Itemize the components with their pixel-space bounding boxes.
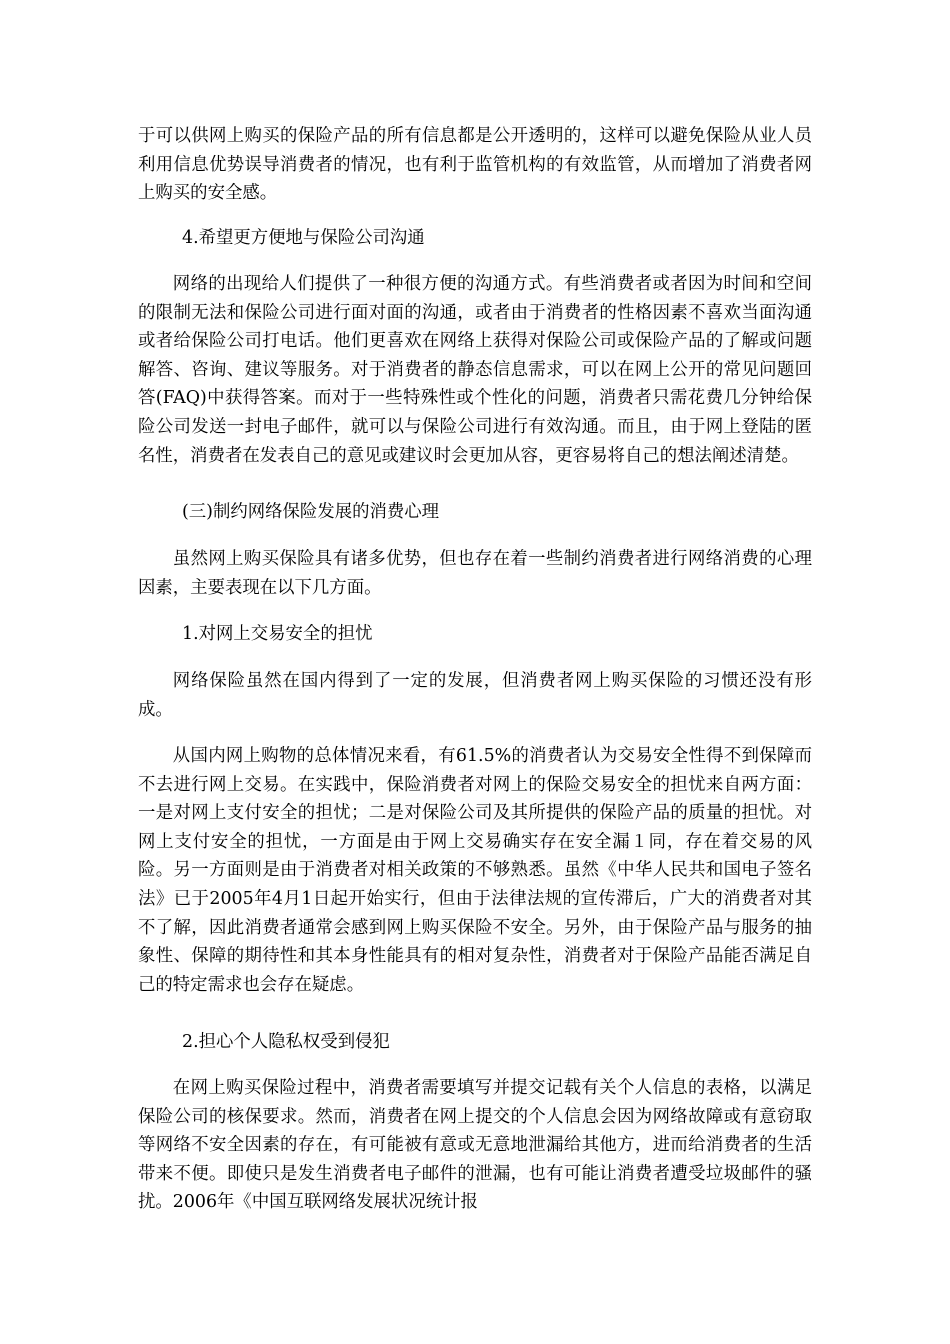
heading-4: 4.希望更方便地与保险公司沟通: [182, 228, 425, 248]
paragraph-1: 于可以供网上购买的保险产品的所有信息都是公开透明的，这样可以避免保险从业人员利用信息优势误导消费者的情况，也有利于监管机构的有效监管，从而增加了消费者网上购买的安全感。: [138, 126, 812, 204]
paragraph-5: 从国内网上购物的总体情况来看，有61.5%的消费者认为交易安全性得不到保障而不去进行网上交易。在实践中，保险消费者对网上的保险交易安全的担忧来自两方面：一是对网上支付安全的担忧；二是对保险公司及其所提供的保险产品的质量的担忧。对网上支付安全的担忧，一方面是由于网上交易确实存在安全漏１同，存在着交易的风险。另一方面则是由于消费者对相关政策的不够熟悉。虽然《中华人民共和国电子签名法》已于2005年4月1日起开始实行，但由于法律法规的宣传滞后，广大的消费者对其不了解，因此消费者通常会感到网上购买保险不安全。另外，由于保险产品与服务的抽象性、保障的期待性和其本身性能具有的相对复杂性，消费者对于保险产品能否满足自己的特定需求也会存在疑虑。: [138, 746, 812, 995]
heading-section-3: (三)制约网络保险发展的消费心理: [182, 502, 440, 522]
paragraph-3: 虽然网上购买保险具有诸多优势，但也存在着一些制约消费者进行网络消费的心理因素，主要表现在以下几方面。: [138, 549, 812, 598]
paragraph-6: 在网上购买保险过程中，消费者需要填写并提交记载有关个人信息的表格，以满足保险公司的核保要求。然而，消费者在网上提交的个人信息会因为网络故障或有意窃取等网络不安全因素的存在，有可能被有意或无意地泄漏给其他方，进而给消费者的生活带来不便。即使只是发生消费者电子邮件的泄漏，也有可能让消费者遭受垃圾邮件的骚扰。2006年《中国互联网络发展状况统计报: [138, 1078, 812, 1213]
paragraph-2: 网络的出现给人们提供了一种很方便的沟通方式。有些消费者或者因为时间和空间的限制无法和保险公司进行面对面的沟通，或者由于消费者的性格因素不喜欢当面沟通或者给保险公司打电话。他们更喜欢在网络上获得对保险公司或保险产品的了解或问题解答、咨询、建议等服务。对于消费者的静态信息需求，可以在网上公开的常见问题回答(FAQ)中获得答案。而对于一些特殊性或个性化的问题，消费者只需花费几分钟给保险公司发送一封电子邮件，就可以与保险公司进行有效沟通。而且，由于网上登陆的匿名性，消费者在发表自己的意见或建议时会更加从容，更容易将自己的想法阐述清楚。: [138, 274, 812, 466]
paragraph-4: 网络保险虽然在国内得到了一定的发展，但消费者网上购买保险的习惯还没有形成。: [138, 671, 812, 720]
heading-2: 2.担心个人隐私权受到侵犯: [182, 1032, 390, 1052]
heading-1: 1.对网上交易安全的担忧: [182, 624, 373, 644]
